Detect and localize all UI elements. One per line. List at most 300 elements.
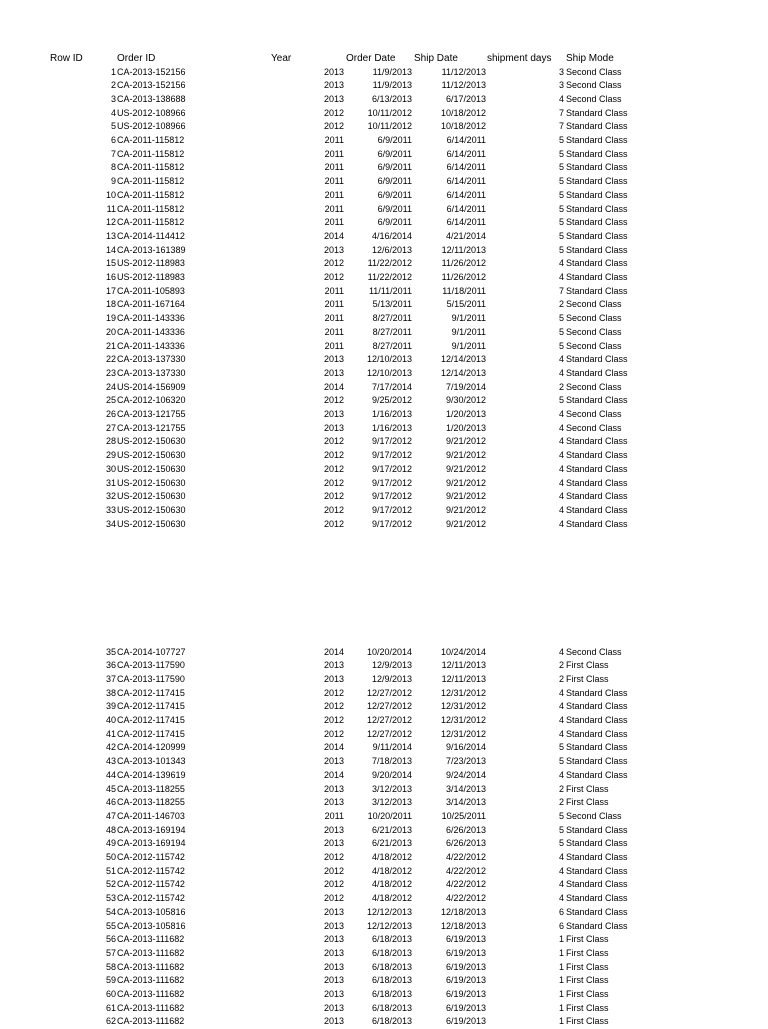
row-id-cell: 41 [105,728,116,739]
table-row [0,435,768,449]
ship-date-cell: 6/26/2013 [445,824,486,835]
year-cell: 2012 [323,450,344,461]
table-row [0,367,768,381]
table-row [0,741,768,755]
row-id-cell: 55 [105,920,116,931]
year-cell: 2011 [324,162,344,173]
shipment-days-cell: 1 [558,934,564,945]
shipment-days-cell: 5 [558,203,564,214]
ship-date-cell: 12/18/2013 [440,906,486,917]
order-date-cell: 11/11/2011 [368,285,412,296]
ship-mode-cell: First Class [566,797,609,808]
ship-mode-cell: Standard Class [566,687,628,698]
shipment-days-cell: 4 [558,450,564,461]
shipment-days-cell: 2 [558,660,564,671]
order-id-cell: CA-2013-137330 [117,354,186,365]
row-id-cell: 29 [105,450,116,461]
table-row [0,449,768,463]
order-date-cell: 12/27/2012 [366,728,412,739]
order-date-cell: 8/27/2011 [372,326,412,337]
order-date-cell: 7/17/2014 [371,381,412,392]
shipment-days-cell: 4 [558,852,564,862]
ship-mode-cell: Standard Class [566,258,628,269]
order-date-cell: 6/9/2011 [377,135,412,145]
order-date-cell: 9/17/2012 [371,436,412,447]
shipment-days-cell: 5 [558,230,564,241]
row-id-cell: 48 [105,824,116,835]
year-cell: 2013 [323,80,344,91]
order-id-cell: CA-2012-115742 [117,893,185,904]
ship-date-cell: 12/31/2012 [440,687,486,698]
year-cell: 2012 [323,518,344,529]
year-cell: 2013 [323,1002,344,1013]
ship-date-cell: 1/20/2013 [445,409,486,419]
year-cell: 2011 [324,148,344,159]
row-id-cell: 9 [110,176,116,187]
table-row [0,312,768,326]
ship-date-cell: 6/14/2011 [446,162,486,173]
ship-date-cell: 6/19/2013 [445,934,486,945]
ship-date-cell: 6/19/2013 [445,975,486,986]
table-row [0,120,768,134]
year-cell: 2013 [323,1016,344,1027]
year-cell: 2014 [323,742,344,753]
table-row [0,490,768,504]
shipment-days-cell: 4 [558,715,564,725]
ship-mode-cell: Second Class [566,80,622,91]
ship-mode-cell: Second Class [566,340,622,351]
year-cell: 2012 [323,728,344,739]
year-cell: 2012 [323,121,344,132]
ship-mode-cell: Standard Class [566,756,628,767]
ship-mode-cell: Standard Class [566,742,628,753]
order-id-cell: CA-2013-101343 [117,756,186,767]
ship-mode-cell: Standard Class [566,920,628,931]
row-id-cell: 1 [110,66,116,77]
year-cell: 2014 [323,646,344,657]
table-row [0,161,768,175]
shipment-days-cell: 1 [558,961,564,972]
ship-mode-cell: First Class [566,660,609,671]
ship-date-cell: 3/14/2013 [445,797,486,808]
year-cell: 2013 [323,906,344,917]
ship-date-cell: 1/20/2013 [445,422,486,433]
order-date-cell: 12/9/2013 [371,660,412,671]
ship-date-cell: 10/25/2011 [441,810,486,821]
order-id-cell: CA-2011-115812 [117,203,185,214]
table-row [0,659,768,673]
ship-date-cell: 9/30/2012 [445,395,486,406]
order-id-cell: CA-2014-139619 [117,769,186,780]
row-id-cell: 32 [105,491,116,502]
order-id-cell: CA-2013-137330 [117,367,186,378]
ship-date-cell: 11/12/2013 [441,66,486,77]
row-id-cell: 45 [105,783,116,794]
table-row [0,381,768,395]
ship-date-cell: 10/24/2014 [440,646,486,657]
ship-mode-cell: Standard Class [566,135,628,145]
ship-date-cell: 6/14/2011 [446,148,486,159]
order-id-cell: CA-2011-143336 [117,326,185,337]
shipment-days-cell: 4 [558,893,564,904]
ship-date-cell: 6/14/2011 [446,176,486,187]
table-row [0,298,768,312]
order-id-cell: CA-2012-117415 [117,701,185,712]
order-date-cell: 9/17/2012 [371,491,412,502]
year-cell: 2012 [323,477,344,488]
year-cell: 2013 [323,367,344,378]
ship-mode-cell: First Class [566,961,609,972]
row-id-cell: 31 [105,477,116,488]
ship-mode-cell: Standard Class [566,491,628,502]
ship-date-cell: 12/31/2012 [440,715,486,725]
ship-mode-cell: Standard Class [566,244,628,255]
ship-mode-cell: Standard Class [566,162,628,173]
row-id-cell: 58 [105,961,116,972]
year-cell: 2014 [323,230,344,241]
order-date-cell: 4/18/2012 [371,852,412,862]
order-id-cell: CA-2013-111682 [117,989,185,999]
order-date-cell: 11/22/2012 [367,272,412,282]
order-id-cell: CA-2013-118255 [117,797,185,808]
year-cell: 2012 [323,879,344,890]
order-date-cell: 9/11/2014 [372,742,412,753]
row-id-cell: 54 [105,906,116,917]
order-id-cell: CA-2013-111682 [117,961,185,972]
order-date-cell: 10/11/2012 [367,107,412,118]
order-date-cell: 4/18/2012 [371,865,412,876]
year-cell: 2012 [323,893,344,904]
table-row [0,755,768,769]
order-date-cell: 6/18/2013 [371,1016,412,1027]
header-order-date: Order Date [346,53,396,64]
year-cell: 2014 [323,381,344,392]
table-row [0,700,768,714]
ship-mode-cell: Second Class [566,66,622,77]
order-date-cell: 12/12/2013 [366,906,412,917]
row-id-cell: 28 [105,436,116,447]
order-id-cell: CA-2011-143336 [117,313,185,324]
table-row [0,340,768,354]
order-date-cell: 1/16/2013 [371,422,412,433]
ship-mode-cell: Standard Class [566,504,628,515]
year-cell: 2011 [324,313,344,324]
shipment-days-cell: 5 [558,189,564,200]
order-date-cell: 11/22/2012 [367,258,412,269]
order-date-cell: 9/25/2012 [371,395,412,406]
shipment-days-cell: 4 [558,272,564,282]
row-id-cell: 33 [105,504,116,515]
ship-date-cell: 7/19/2014 [445,381,486,392]
year-cell: 2012 [323,504,344,515]
shipment-days-cell: 2 [558,299,564,310]
ship-date-cell: 4/22/2012 [445,893,486,904]
order-date-cell: 6/18/2013 [371,947,412,958]
ship-mode-cell: Standard Class [566,450,628,461]
row-id-cell: 21 [105,340,116,351]
shipment-days-cell: 5 [558,810,564,821]
ship-mode-cell: Second Class [566,646,622,657]
year-cell: 2011 [324,299,344,310]
ship-date-cell: 9/24/2014 [445,769,486,780]
year-cell: 2013 [323,975,344,986]
table-row [0,408,768,422]
ship-mode-cell: First Class [566,975,609,986]
order-id-cell: US-2012-118983 [117,272,185,282]
table-row [0,673,768,687]
shipment-days-cell: 4 [558,769,564,780]
table-row [0,504,768,518]
ship-date-cell: 6/14/2011 [446,189,486,200]
order-date-cell: 5/13/2011 [372,299,412,310]
year-cell: 2013 [323,660,344,671]
shipment-days-cell: 4 [558,258,564,269]
shipment-days-cell: 4 [558,93,564,104]
order-id-cell: US-2012-150630 [117,477,186,488]
row-id-cell: 30 [105,463,116,474]
order-id-cell: US-2012-150630 [117,518,186,529]
order-date-cell: 6/13/2013 [371,93,412,104]
ship-mode-cell: Second Class [566,422,622,433]
year-cell: 2011 [324,217,344,228]
row-id-cell: 26 [105,409,116,419]
ship-mode-cell: Second Class [566,299,622,310]
order-date-cell: 4/18/2012 [371,879,412,890]
shipment-days-cell: 1 [558,947,564,958]
table-row [0,728,768,742]
year-cell: 2013 [323,783,344,794]
order-id-cell: CA-2012-115742 [117,879,185,890]
table-row [0,988,768,1002]
order-id-cell: CA-2013-169194 [117,838,186,849]
order-id-cell: CA-2013-117590 [117,673,185,684]
shipment-days-cell: 2 [558,673,564,684]
shipment-days-cell: 1 [558,1016,564,1027]
year-cell: 2011 [324,810,344,821]
order-id-cell: CA-2014-107727 [117,646,186,657]
order-id-cell: US-2012-108966 [117,107,186,118]
shipment-days-cell: 4 [558,422,564,433]
ship-date-cell: 9/1/2011 [451,340,486,351]
table-row [0,257,768,271]
shipment-days-cell: 4 [558,436,564,447]
order-date-cell: 10/20/2011 [367,810,412,821]
order-id-cell: CA-2011-167164 [117,299,185,310]
row-id-cell: 60 [105,989,116,999]
header-row-id: Row ID [50,53,83,64]
ship-date-cell: 12/18/2013 [440,920,486,931]
year-cell: 2013 [323,920,344,931]
row-id-cell: 24 [105,381,116,392]
ship-mode-cell: Standard Class [566,518,628,529]
order-id-cell: CA-2012-117415 [117,728,185,739]
table-row [0,933,768,947]
order-id-cell: US-2012-150630 [117,504,186,515]
row-id-cell: 18 [105,299,116,310]
table-row [0,134,768,148]
ship-mode-cell: Standard Class [566,715,628,725]
header-year: Year [271,53,292,64]
order-id-cell: CA-2011-115812 [117,148,185,159]
shipment-days-cell: 3 [558,80,564,91]
ship-mode-cell: Standard Class [566,148,628,159]
order-id-cell: CA-2013-161389 [117,244,186,255]
ship-date-cell: 6/19/2013 [445,961,486,972]
ship-date-cell: 9/21/2012 [445,450,486,461]
ship-date-cell: 11/26/2012 [441,258,486,269]
row-id-cell: 25 [105,395,116,406]
order-date-cell: 6/21/2013 [371,838,412,849]
year-cell: 2013 [323,673,344,684]
order-date-cell: 9/17/2012 [371,463,412,474]
ship-mode-cell: First Class [566,947,609,958]
year-cell: 2013 [323,66,344,77]
row-id-cell: 19 [105,313,116,324]
order-id-cell: US-2012-150630 [117,491,186,502]
order-id-cell: CA-2011-115812 [117,176,185,187]
order-id-cell: CA-2013-121755 [117,422,186,433]
order-id-cell: US-2012-108966 [117,121,186,132]
year-cell: 2013 [323,797,344,808]
row-id-cell: 15 [105,258,116,269]
ship-date-cell: 11/12/2013 [441,80,486,91]
table-row [0,796,768,810]
row-id-cell: 43 [105,756,116,767]
row-id-cell: 8 [110,162,116,173]
order-id-cell: CA-2012-115742 [117,865,185,876]
ship-date-cell: 12/31/2012 [440,728,486,739]
row-id-cell: 20 [105,326,116,337]
shipment-days-cell: 5 [558,395,564,406]
shipment-days-cell: 1 [558,975,564,986]
row-id-cell: 35 [105,646,116,657]
shipment-days-cell: 4 [558,367,564,378]
year-cell: 2012 [323,258,344,269]
ship-date-cell: 9/21/2012 [445,518,486,529]
shipment-days-cell: 6 [558,920,564,931]
row-id-cell: 7 [110,148,116,159]
ship-mode-cell: Standard Class [566,852,628,862]
ship-date-cell: 9/21/2012 [445,463,486,474]
row-id-cell: 23 [105,367,116,378]
row-id-cell: 4 [110,107,116,118]
table-row [0,687,768,701]
table-row [0,79,768,93]
shipment-days-cell: 5 [558,162,564,173]
year-cell: 2013 [323,961,344,972]
year-cell: 2014 [323,769,344,780]
table-row [0,961,768,975]
shipment-days-cell: 4 [558,518,564,529]
order-date-cell: 9/17/2012 [371,450,412,461]
order-date-cell: 10/20/2014 [366,646,412,657]
ship-date-cell: 12/31/2012 [440,701,486,712]
shipment-days-cell: 4 [558,354,564,365]
row-id-cell: 36 [105,660,116,671]
ship-date-cell: 6/19/2013 [445,989,486,999]
year-cell: 2012 [323,491,344,502]
row-id-cell: 17 [105,285,116,296]
row-id-cell: 6 [110,135,116,145]
shipment-days-cell: 6 [558,906,564,917]
shipment-days-cell: 4 [558,687,564,698]
order-id-cell: CA-2013-118255 [117,783,185,794]
table-row [0,878,768,892]
shipment-days-cell: 5 [558,313,564,324]
ship-mode-cell: First Class [566,989,609,999]
order-id-cell: CA-2012-106320 [117,395,186,406]
ship-date-cell: 4/22/2012 [445,852,486,862]
ship-date-cell: 4/22/2012 [445,865,486,876]
ship-mode-cell: Standard Class [566,230,628,241]
order-id-cell: CA-2014-114412 [117,230,185,241]
row-id-cell: 38 [105,687,116,698]
table-row [0,920,768,934]
order-id-cell: CA-2013-152156 [117,80,186,91]
year-cell: 2012 [323,715,344,725]
order-date-cell: 6/18/2013 [371,961,412,972]
order-id-cell: CA-2011-115812 [117,189,185,200]
order-date-cell: 12/27/2012 [366,687,412,698]
shipment-days-cell: 4 [558,477,564,488]
order-id-cell: CA-2013-111682 [117,1016,185,1027]
ship-date-cell: 9/21/2012 [445,504,486,515]
ship-date-cell: 11/18/2011 [442,285,486,296]
order-id-cell: CA-2011-115812 [117,162,185,173]
year-cell: 2011 [324,203,344,214]
shipment-days-cell: 5 [558,326,564,337]
order-id-cell: CA-2013-105816 [117,906,186,917]
row-id-cell: 62 [105,1016,116,1027]
shipment-days-cell: 5 [558,340,564,351]
order-id-cell: CA-2012-115742 [117,852,185,862]
ship-date-cell: 4/21/2014 [445,230,486,241]
order-date-cell: 11/9/2013 [372,66,412,77]
order-id-cell: CA-2011-143336 [117,340,185,351]
shipment-days-cell: 7 [558,121,564,132]
order-id-cell: CA-2012-117415 [117,687,185,698]
ship-date-cell: 6/26/2013 [445,838,486,849]
header-order-id: Order ID [117,53,156,64]
table-row [0,189,768,203]
table-row [0,244,768,258]
table-row [0,646,768,660]
shipment-days-cell: 4 [558,463,564,474]
table-row [0,230,768,244]
order-date-cell: 6/9/2011 [377,189,412,200]
row-id-cell: 51 [105,865,116,876]
order-id-cell: US-2012-150630 [117,436,186,447]
table-row [0,107,768,121]
order-id-cell: CA-2012-117415 [117,715,185,725]
shipment-days-cell: 2 [558,797,564,808]
year-cell: 2011 [324,176,344,187]
year-cell: 2011 [324,285,344,296]
row-id-cell: 50 [105,852,116,862]
table-row [0,203,768,217]
ship-mode-cell: Standard Class [566,701,628,712]
order-date-cell: 10/11/2012 [367,121,412,132]
year-cell: 2012 [323,272,344,282]
shipment-days-cell: 4 [558,701,564,712]
row-id-cell: 37 [105,673,116,684]
order-id-cell: CA-2013-152156 [117,66,186,77]
year-cell: 2012 [323,865,344,876]
ship-date-cell: 6/14/2011 [446,217,486,228]
year-cell: 2012 [323,852,344,862]
shipment-days-cell: 7 [558,107,564,118]
header-ship-date: Ship Date [414,53,458,64]
